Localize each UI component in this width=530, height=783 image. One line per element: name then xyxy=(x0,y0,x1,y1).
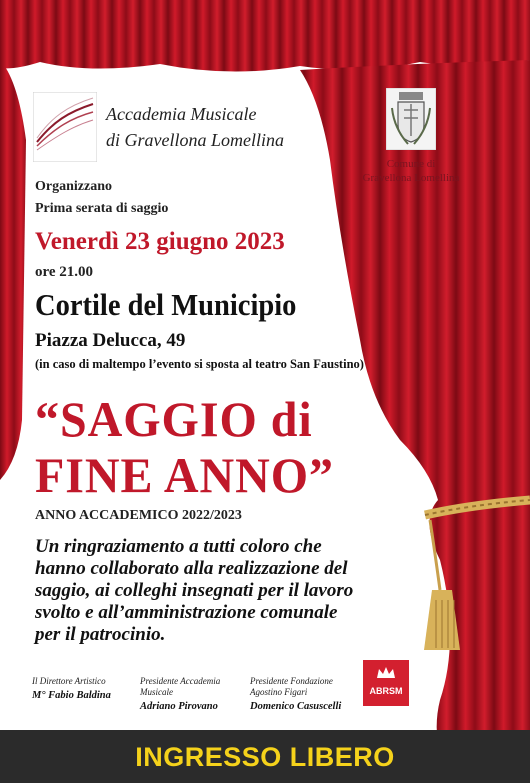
comune-name-line1: Comune di xyxy=(386,158,436,170)
title-line2: FINE ANNO” xyxy=(35,447,334,503)
signature-role: Presidente Accademia Musicale xyxy=(140,676,221,697)
signature-academy-president xyxy=(140,676,235,712)
academy-name-line2: di Gravellona Lomellina xyxy=(106,130,284,150)
organizers-label: Organizzano xyxy=(35,179,112,194)
thanks-line: per il patrocinio. xyxy=(35,624,166,645)
free-entry-banner: INGRESSO LIBERO xyxy=(135,742,395,772)
crown-icon xyxy=(376,666,396,680)
thanks-paragraph xyxy=(35,536,415,646)
thanks-line: Un ringraziamento a tutti coloro che xyxy=(35,536,322,557)
signature-role: Il Direttore Artistico xyxy=(32,676,106,686)
weather-note: (in caso di maltempo l’evento si sposta al teatro San Faustino) xyxy=(35,357,364,371)
academy-name-line1: Accademia Musicale xyxy=(106,104,257,124)
thanks-line: hanno collaborato alla realizzazione del xyxy=(35,558,348,579)
event-subtitle: Prima serata di saggio xyxy=(35,201,169,216)
title-line1: “SAGGIO di xyxy=(35,391,313,447)
event-time: ore 21.00 xyxy=(35,264,94,280)
event-date: Venerdì 23 giugno 2023 xyxy=(35,228,285,255)
academy-logo xyxy=(33,92,97,162)
signature-foundation-president xyxy=(250,676,350,712)
signature-role: Presidente Fondazione Agostino Figari xyxy=(250,676,333,697)
comune-name-line2: Gravellona Lomellina xyxy=(362,172,460,184)
signature-name: M° Fabio Baldina xyxy=(32,690,111,701)
academic-year: ANNO ACCADEMICO 2022/2023 xyxy=(35,508,242,523)
event-address: Piazza Delucca, 49 xyxy=(35,330,186,351)
thanks-line: svolto e all’amministrazione comunale xyxy=(35,602,338,623)
signature-name: Adriano Pirovano xyxy=(140,701,218,712)
thanks-line: saggio, ai colleghi insegnati per il lavoro xyxy=(35,580,354,601)
abrsm-logo-text: ABRSM xyxy=(369,686,403,696)
event-venue: Cortile del Municipio xyxy=(35,287,297,322)
comune-crest-icon xyxy=(386,88,436,150)
signature-name: Domenico Casuscelli xyxy=(250,701,342,712)
signature-director xyxy=(32,676,142,701)
